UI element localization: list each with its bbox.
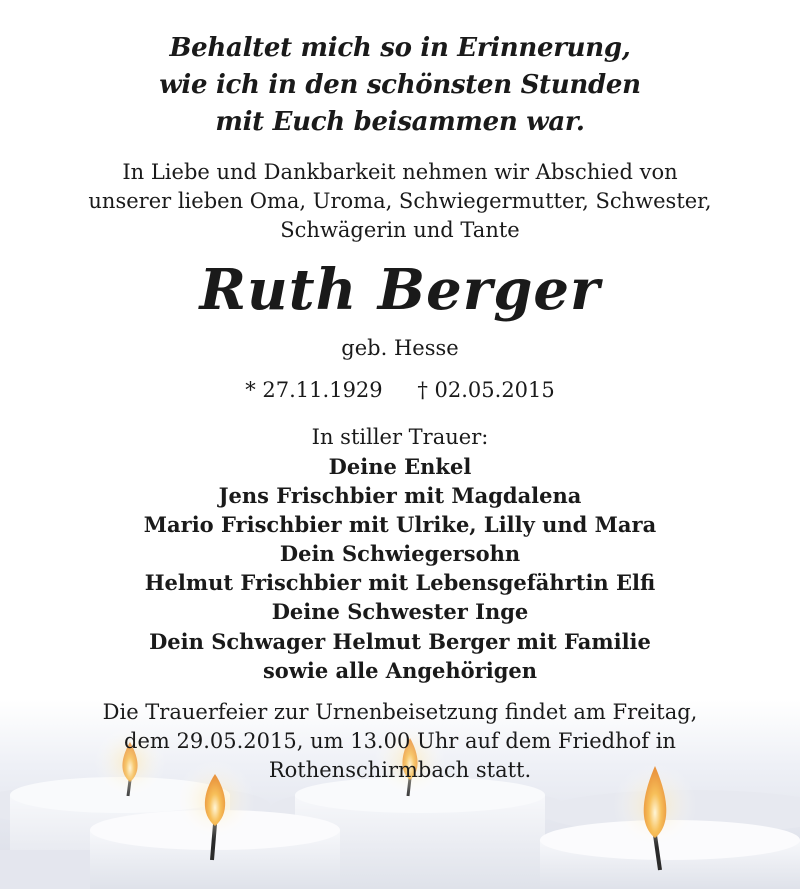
- intro-line: Schwägerin und Tante: [280, 218, 520, 242]
- verse-line: Behaltet mich so in Erinnerung,: [169, 33, 631, 63]
- notice-line: Die Trauerfeier zur Urnenbeisetzung findet am Freitag,: [102, 700, 698, 724]
- death-date: † 02.05.2015: [417, 378, 555, 402]
- mourner-line: Deine Enkel: [328, 454, 472, 479]
- mourners-heading: In stiller Trauer:: [311, 425, 489, 449]
- memorial-verse: [0, 30, 800, 141]
- verse-line: wie ich in den schönsten Stunden: [159, 70, 641, 100]
- mourner-line: Helmut Frischbier mit Lebensgefährtin Elfi: [144, 570, 656, 596]
- life-dates: [0, 376, 800, 404]
- mourner-line: Mario Frischbier mit Ulrike, Lilly und Mara: [143, 512, 657, 538]
- notice-line: Rothenschirmbach statt.: [268, 758, 532, 782]
- mourner-line: Dein Schwager Helmut Berger mit Familie: [149, 628, 651, 654]
- mourner-line: Jens Frischbier mit Magdalena: [218, 483, 582, 509]
- mourner-line: sowie alle Angehörigen: [262, 657, 538, 683]
- birth-date: * 27.11.1929: [245, 378, 383, 402]
- mourners-list: [0, 452, 800, 685]
- verse-line: mit Euch beisammen war.: [215, 107, 585, 137]
- maiden-name: geb. Hesse: [341, 336, 459, 360]
- mourner-line: Dein Schwiegersohn: [279, 541, 521, 567]
- farewell-intro: [0, 158, 800, 245]
- intro-line: unserer lieben Oma, Uroma, Schwiegermutter, Schwester,: [88, 189, 712, 213]
- deceased-name: Ruth Berger: [199, 257, 601, 323]
- notice-line: dem 29.05.2015, um 13.00 Uhr auf dem Friedhof in: [124, 729, 676, 753]
- intro-line: In Liebe und Dankbarkeit nehmen wir Abschied von: [122, 160, 678, 184]
- mourner-line: Deine Schwester Inge: [271, 599, 529, 625]
- funeral-notice: [0, 698, 800, 785]
